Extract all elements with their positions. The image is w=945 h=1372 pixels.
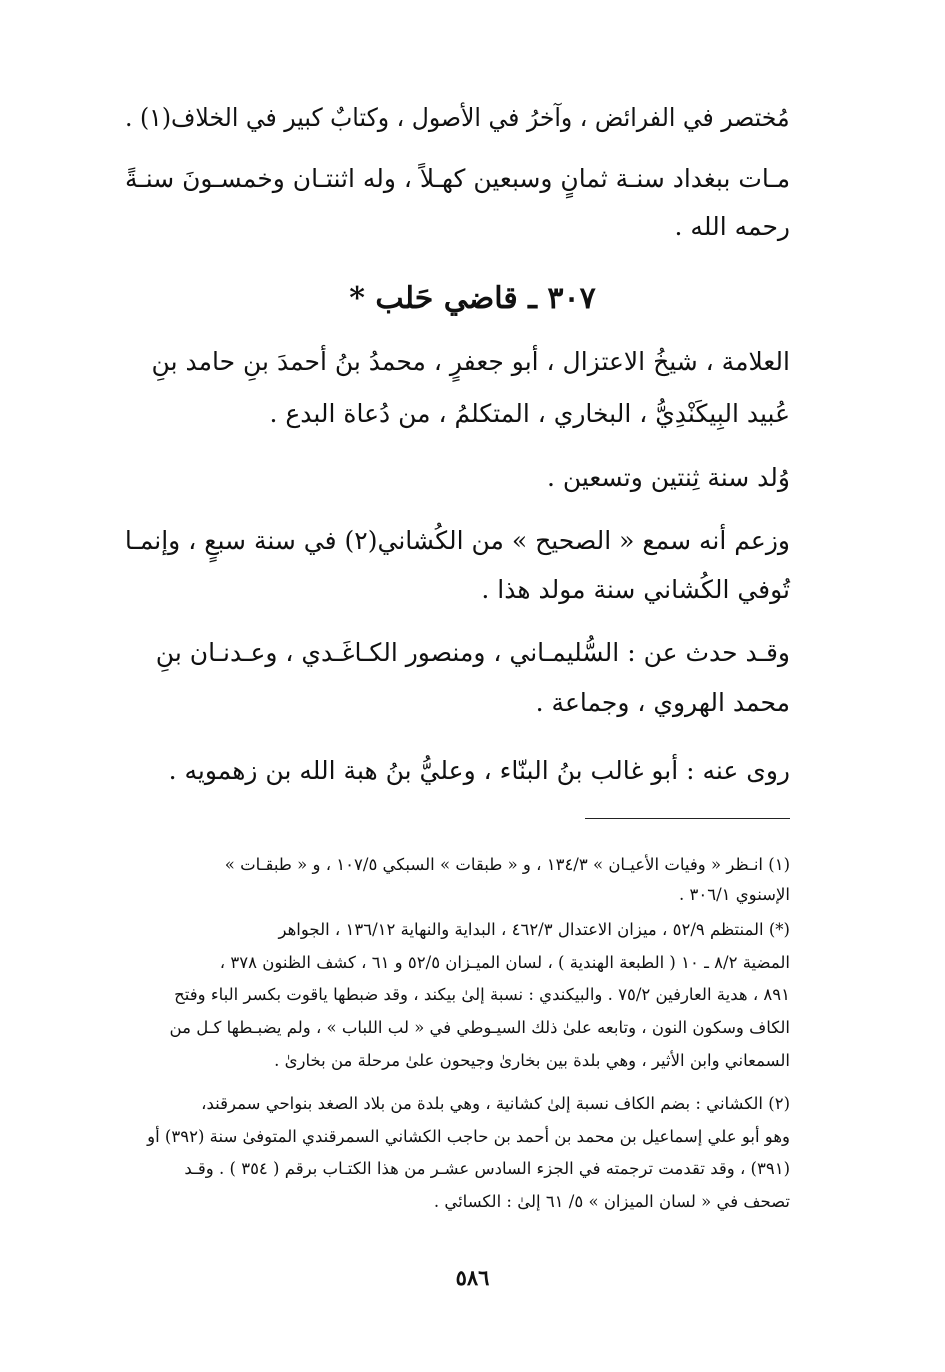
- body-line: روى عنه : أبو غالب بنُ البنّاء ، وعليُّ بنُ هبة الله بن زهمويه .: [168, 756, 790, 785]
- body-line: وزعم أنه سمع « الصحيح » من الكُشاني(٢) في سنة سبعٍ ، وإنمـا: [124, 526, 790, 555]
- footnote-line: (٢) الكشاني : بضم الكاف نسبة إلىٰ كشانية ، وهي بلدة من بلاد الصغد بنواحي سمرقند،: [201, 1094, 790, 1113]
- body-line: رحمه الله .: [674, 212, 790, 241]
- footnote-line: (*) المنتظم ٥٢/٩ ، ميزان الاعتدال ٤٦٢/٣ ، البداية والنهاية ١٣٦/١٢ ، الجواهر: [278, 920, 790, 939]
- footnote-line: ٨٩١ ، هدية العارفين ٧٥/٢ . والبيكندي : نسبة إلىٰ بيكند ، وقد ضبطها ياقوت بكسر الباء وفتح: [174, 985, 790, 1004]
- body-line: تُوفي الكُشاني سنة مولد هذا .: [481, 575, 790, 604]
- entry-heading: ٣٠٧ ـ قاضي حَلب *: [349, 281, 596, 316]
- footnote-line: تصحف في « لسان الميزان » ٥/ ٦١ إلىٰ : الكسائي .: [433, 1192, 790, 1211]
- footnote-line: السمعاني وابن الأثير ، وهي بلدة بين بخارىٰ وجيحون علىٰ مرحلة من بخارىٰ .: [274, 1051, 790, 1070]
- page-number: ٥٨٦: [455, 1265, 490, 1290]
- footnote-line: وهو أبو علي إسماعيل بن محمد بن أحمد بن حاجب الكشاني السمرقندي المتوفىٰ سنة (٣٩٢) أو: [147, 1127, 790, 1146]
- body-line: محمد الهروي ، وجماعة .: [535, 688, 790, 717]
- body-line: وُلد سنة ثِنتين وتسعين .: [546, 463, 790, 492]
- body-line: مُختصر في الفرائض ، وآخرُ في الأصول ، وكتابٌ كبير في الخلاف(١) .: [125, 103, 791, 132]
- footnote-line: (١) انـظر « وفيات الأعيـان » ١٣٤/٣ ، و « طبقات » السبكي ١٠٧/٥ ، و « طبقـات »: [224, 855, 790, 874]
- footnote-line: الإسنوي ٣٠٦/١ .: [679, 885, 790, 904]
- footnote-line: المضية ٨/٢ ـ ١٠ ( الطبعة الهندية ) ، لسان الميـزان ٥٢/٥ و ٦١ ، كشف الظنون ٣٧٨ ،: [219, 953, 790, 972]
- footnote-line: (٣٩١) ، وقد تقدمت ترجمته في الجزء السادس عشـر من هذا الكتـاب برقم ( ٣٥٤ ) . وقـد: [184, 1159, 790, 1178]
- body-line: عُبيد البِيكَنْدِيُّ ، البخاري ، المتكلمُ ، من دُعاة البدع .: [269, 399, 790, 428]
- body-line: العلامة ، شيخُ الاعتزال ، أبو جعفرٍ ، محمدُ بنُ أحمدَ بنِ حامد بنِ: [151, 347, 790, 376]
- footnote-separator: [585, 818, 790, 819]
- footnote-line: الكاف وسكون النون ، وتابعه علىٰ ذلك السيـوطي في « لب اللباب » ، ولم يضبـطها كـل من: [169, 1018, 790, 1037]
- body-line: مـات ببغداد سنـة ثمانٍ وسبعين كهـلاً ، وله اثنتـان وخمسـونَ سنـةً: [124, 164, 790, 193]
- body-line: وقـد حدث عن : السُّليمـاني ، ومنصور الكـاغَـدي ، وعـدنـان بنِ: [155, 638, 790, 667]
